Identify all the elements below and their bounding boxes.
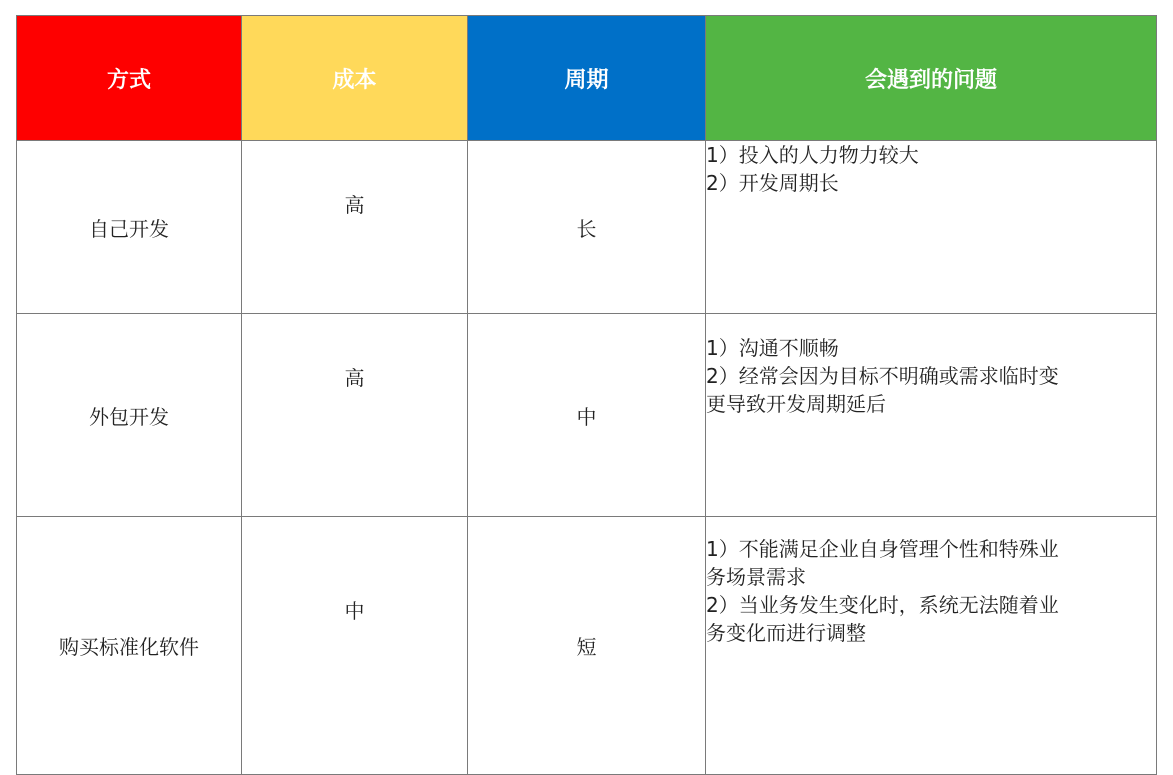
header-issues: 会遇到的问题 [706,16,1157,141]
cell-issues [706,517,1157,775]
issue-line: 务场景需求 [706,565,806,589]
cell-cost: 中 [242,517,468,775]
header-cost: 成本 [242,16,468,141]
header-cycle: 周期 [468,16,706,141]
issue-line: 2）经常会因为目标不明确或需求临时变 [706,364,1059,388]
issue-line: 务变化而进行调整 [706,621,866,645]
issue-line: 1）不能满足企业自身管理个性和特殊业 [706,537,1059,561]
cell-cost: 高 [242,314,468,517]
header-method: 方式 [17,16,242,141]
cell-method: 购买标准化软件 [17,517,242,775]
issue-line: 2）开发周期长 [706,171,839,195]
cell-issues [706,314,1157,517]
cell-method: 外包开发 [17,314,242,517]
issue-line: 1）沟通不顺畅 [706,336,839,360]
issue-line: 更导致开发周期延后 [706,392,886,416]
issue-line: 2）当业务发生变化时，系统无法随着业 [706,593,1059,617]
table-row [17,141,1157,314]
header-row [17,16,1157,141]
comparison-table [16,15,1157,775]
table-row [17,314,1157,517]
issue-line: 1）投入的人力物力较大 [706,143,919,167]
cell-cost: 高 [242,141,468,314]
cell-issues [706,141,1157,314]
table-row [17,517,1157,775]
cell-cycle: 长 [468,141,706,314]
cell-cycle: 短 [468,517,706,775]
cell-method: 自己开发 [17,141,242,314]
cell-cycle: 中 [468,314,706,517]
